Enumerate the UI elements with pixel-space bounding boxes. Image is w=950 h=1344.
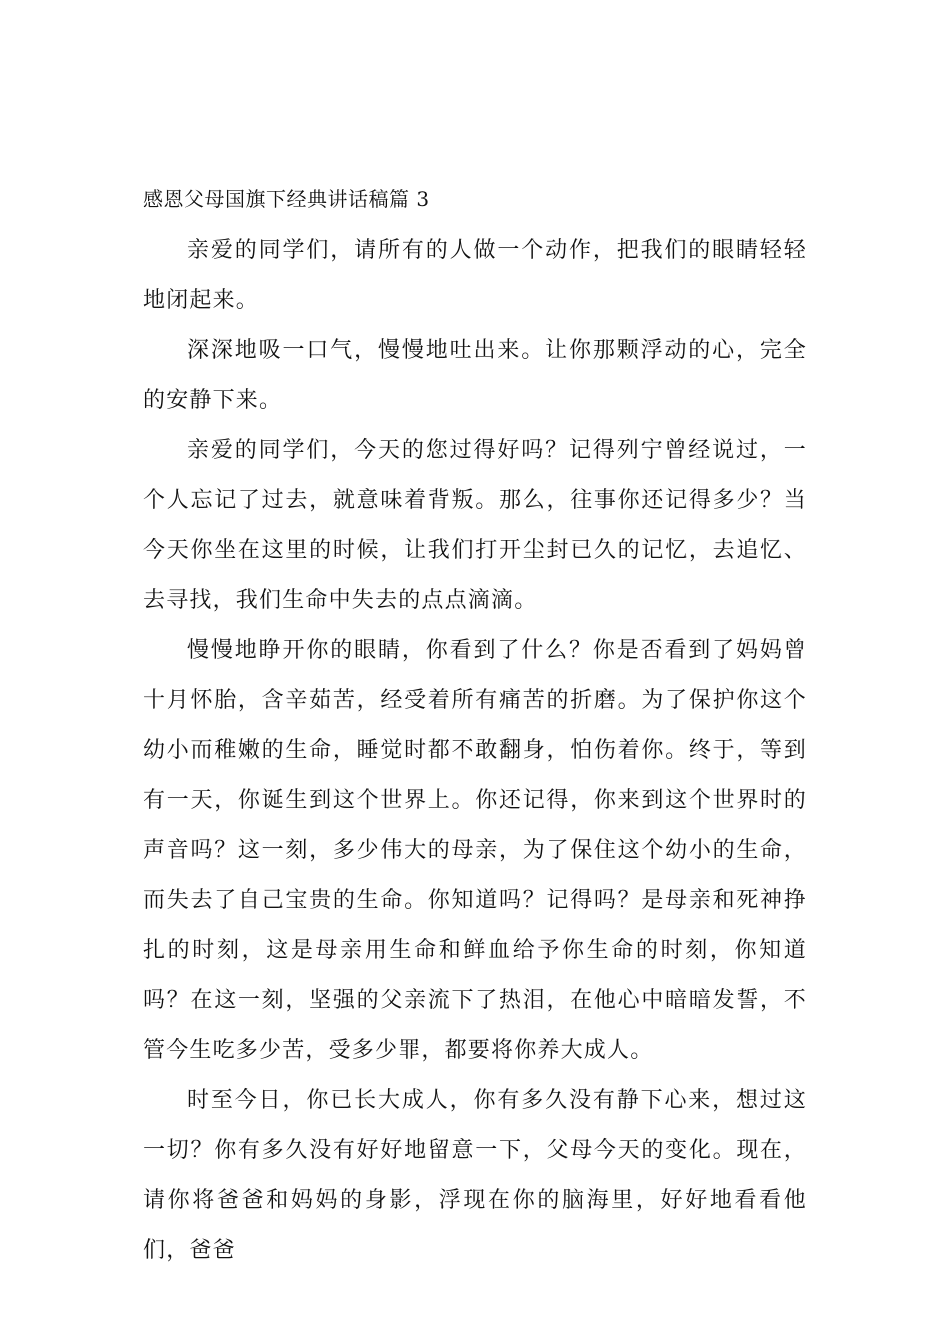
paragraph-3: 亲爱的同学们，今天的您过得好吗？记得列宁曾经说过，一个人忘记了过去，就意味着背叛。那么，往事你还记得多少？当今天你坐在这里的时候，让我们打开尘封已久的记忆，去追忆、去寻找，我们生命中失去的点点滴滴。 bbox=[143, 438, 807, 613]
paragraph-5: 时至今日，你已长大成人，你有多久没有静下心来，想过这一切？你有多久没有好好地留意一下，父母今天的变化。现在，请你将爸爸和妈妈的身影，浮现在你的脑海里，好好地看看他们，爸爸 bbox=[143, 1088, 807, 1263]
document-title: 感恩父母国旗下经典讲话稿篇 3 bbox=[143, 187, 430, 211]
paragraph-2: 深深地吸一口气，慢慢地吐出来。让你那颗浮动的心，完全的安静下来。 bbox=[143, 338, 807, 413]
paragraph-1: 亲爱的同学们，请所有的人做一个动作，把我们的眼睛轻轻地闭起来。 bbox=[143, 238, 807, 313]
paragraph-4: 慢慢地睁开你的眼睛，你看到了什么？你是否看到了妈妈曾十月怀胎，含辛茹苦，经受着所有痛苦的折磨。为了保护你这个幼小而稚嫩的生命，睡觉时都不敢翻身，怕伤着你。终于，等到有一天，你诞生到这个世界上。你还记得，你来到这个世界时的声音吗？这一刻，多少伟大的母亲，为了保住这个幼小的生命，而失去了自己宝贵的生命。你知道吗？记得吗？是母亲和死神挣扎的时刻，这是母亲用生命和鲜血给予你生命的时刻，你知道吗？在这一刻，坚强的父亲流下了热泪，在他心中暗暗发誓，不管今生吃多少苦，受多少罪，都要将你养大成人。 bbox=[143, 638, 807, 1063]
document-body bbox=[143, 184, 807, 1276]
